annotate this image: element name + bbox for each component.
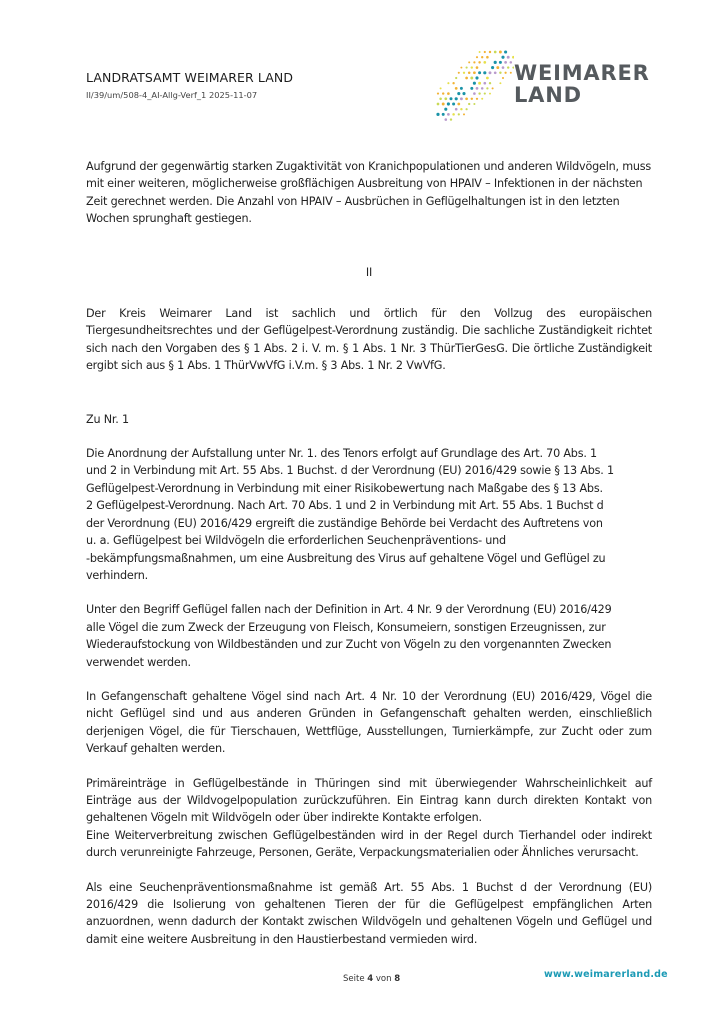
logo-dot [499,61,502,64]
logo-dot [463,72,465,74]
logo-dot [484,93,486,95]
paragraph-primary-entries: Primäreinträge in Geflügelbestände in Thüringen sind mit überwiegender Wahrscheinlichkeit auf Einträge aus der Wildvogelpopulation zurückzuführen. Ein Eintrag kann durch direkten Kontakt von gehaltenen Vögeln mit Wildvögeln oder über indirekte Kontakte erfolgen. [86,776,652,825]
logo-dot [468,103,470,105]
paragraph-jurisdiction: Der Kreis Weimarer Land ist sachlich und örtlich für den Vollzug des europäischen Tiergesundheitsrechtes und der Geflügelpest-Verordnung zuständig. Die sachliche Zuständigkeit richtet sich nach den Vorgaben des § 1 Abs. 2 i. V. m. § 1 Abs. 1 Nr. 3 ThürTierGesG. Die örtliche Zuständigkeit ergibt sich aus § 1 Abs. 1 ThürVwVfG i.V.m. § 3 Abs. 1 Nr. 2 VwVfG. [86,307,652,373]
logo-dot [476,66,479,69]
page-footer [0,966,724,1006]
logo-dot [475,76,478,79]
logo-dot [489,82,491,84]
logo-dot [447,82,449,84]
logo-dot [460,87,463,90]
logo-dot [442,92,444,94]
logo-dot [492,87,494,89]
logo-dot [481,56,483,58]
logo-dot [473,71,476,74]
logo-dot [455,97,458,100]
paragraph-isolation-measure: Als eine Seuchenpräventionsmaßnahme ist gemäß Art. 55 Abs. 1 Buchst d der Verordnung (EU) 2016/429 die Isolierung von gehaltenen Tieren der für die Geflügelpest empfänglichen Arten anzuordnen, wenn dadurch der Kontakt zwischen Wildvögeln und gehaltenen Vögeln und Geflügel und damit eine weitere Ausbreitung in den Haustierbestand vermieden wird. [86,880,652,946]
logo-dot [486,77,489,80]
logo-dot [486,56,489,59]
logo-dot [512,56,514,59]
text-line: Geflügelpest-Verordnung in Verbindung mit einer Risikobewertung nach Maßgabe des § 13 Abs. [86,481,603,495]
text-line: alle Vögel die zum Zweck der Erzeugung von Fleisch, Konsumeiern, sonstigen Erzeugnissen, zur [86,620,606,634]
subheading-zu-nr-1: Zu Nr. 1 [86,412,129,426]
logo-dot [437,93,439,95]
logo-dot [483,71,486,74]
logo-dot [455,108,458,111]
logo-dot [471,98,473,100]
logo-dot [439,98,442,101]
logo-dot [463,113,465,115]
text-line: Wiederaufstockung von Wildbeständen und zur Zucht von Vögeln zu den vorgenannten Zwecken [86,638,612,652]
logo-dot [494,51,497,54]
logo-dot [499,82,501,84]
logo-dot [470,87,473,90]
logo-dot [476,56,478,58]
logo-dot [462,92,465,95]
logo-dot [458,72,460,74]
logo-dot [468,72,471,75]
logo-dot [502,77,504,79]
paragraph-captive-birds: In Gefangenschaft gehaltene Vögel sind nach Art. 4 Nr. 10 der Verordnung (EU) 2016/429, Vögel die nicht Geflügel sind und aus anderen Gründen in Gefangenschaft gehalten werden, einschließlich derjenigen Vögel, die für Tierschauen, Wettflüge, Ausstellungen, Turnierkämpfe, zur Zucht oder zum Verkauf gehalten werden. [86,689,652,756]
logo-dot [473,61,475,63]
logo-dot [484,51,486,53]
logo-dot [473,92,476,95]
text-line: u. a. Geflügelpest bei Wildvögeln die erforderlichen Seuchenpräventions- und [86,534,506,548]
logo-text-line2: LAND [514,83,582,107]
paragraph-further-spread: Eine Weiterverbreitung zwischen Geflügelbeständen wird in der Regel durch Tierhandel oder indirekt durch verunreinigte Fahrzeuge, Personen, Geräte, Verpackungsmaterialien oder Ähnliches verursacht. [86,828,652,860]
logo-dot [502,66,505,69]
logo-dot [496,66,499,69]
text-line: der Verordnung (EU) 2016/429 ergreift die zuständige Behörde bei Verdacht des Auftretens von [86,516,603,530]
paragraph-intro: Aufgrund der gegenwärtig starken Zugaktivität von Kranichpopulationen und anderen Wildvögeln, muss mit einer weiteren, möglicherweise großflächigen Ausbreitung von HPAIV – Infektionen in der nächsten Zeit gerechnet werden. Die Anzahl von HPAIV – Ausbrüchen in Geflügelhaltungen ist in den letzten Wochen sprunghaft gestiegen. [86,160,652,226]
logo-dot [473,82,476,85]
logo-dot [465,77,468,80]
logo-dot [489,51,491,53]
section-heading: II [365,265,373,279]
logo-dot [437,103,440,106]
header-reference: II/39/um/508-4_AI-Allg-Verf_1 2025-11-07 [86,90,258,100]
logo-dot [445,118,448,121]
logo-dot [473,103,475,105]
logo-dot [457,92,460,95]
logo-dot [504,50,507,53]
paragraph-poultry-definition [86,601,652,671]
logo-dot [494,61,497,64]
logo-dot [455,77,457,79]
logo-dot [486,87,488,89]
logo-dot [466,67,468,69]
logo-dot [483,61,486,64]
logo-dot [460,97,463,100]
page-total: 8 [394,974,401,985]
logo-dot [442,103,445,106]
text-line: verhindern. [86,568,149,582]
logo-dot [478,71,481,74]
logo-dot [489,71,492,74]
logo-dot [481,87,484,90]
logo-dot-pattern-icon [434,48,514,126]
logo-dot [476,87,479,90]
logo-dot [471,66,473,68]
paragraph-legal-basis [86,445,652,584]
logo-dot [440,87,442,89]
logo-dot [452,113,455,116]
weimarer-land-logo [434,48,664,126]
logo-dot [510,72,512,74]
logo-dot [444,97,447,100]
logo-dot [501,56,504,59]
logo-dot [489,93,491,95]
logo-dot [504,61,507,64]
logo-dot [479,51,481,53]
logo-dot [460,67,462,69]
logo-dot [510,61,513,64]
website-link[interactable]: www.weimarerland.de [544,969,668,981]
logo-dot [452,102,455,105]
logo-dot [478,82,481,85]
logo-dot [507,56,510,59]
page-prefix: Seite [343,974,365,985]
text-line: Unter den Begriff Geflügel fallen nach der Definition in Art. 4 Nr. 9 der Verordnung (EU) 2016/429 [86,603,612,617]
page-number [343,974,400,985]
logo-dot [499,51,502,54]
logo-dot [491,66,494,69]
logo-dot [465,97,468,100]
logo-dot [476,98,478,100]
text-line: -bekämpfungsmaßnahmen, um eine Ausbreitung des Virus auf gehaltene Vögel und Geflügel zu [86,551,606,565]
logo-dot [466,108,468,110]
logo-dot [481,98,483,100]
logo-dot [478,61,480,63]
logo-dot [457,103,460,106]
logo-dot [499,72,501,74]
logo-dot [507,66,509,68]
text-line: 2 Geflügelpest-Verordnung. Nach Art. 70 Abs. 1 und 2 in Verbindung mit Art. 55 Abs. 1 Buchst d [86,499,604,513]
page-header [0,0,724,150]
page-separator: von [375,974,392,985]
logo-dot [460,108,462,110]
logo-dot [470,77,473,80]
body-content [86,158,652,948]
logo-dot [444,108,447,111]
logo-dot [447,113,450,116]
logo-dot [494,71,497,74]
page-current: 4 [367,974,374,985]
logo-dot [455,87,458,90]
text-line: Die Anordnung der Aufstallung unter Nr. 1. des Tenors erfolgt auf Grundlage des Art. 70 Abs. 1 [86,447,597,461]
text-line: verwendet werden. [86,655,191,669]
logo-dot [468,61,470,63]
logo-wordmark [514,62,650,106]
logo-dot [478,92,480,94]
logo-dot [447,102,450,105]
logo-text-line1: WEIMARER [514,61,650,85]
logo-dot [447,92,450,95]
logo-dot [436,113,439,116]
logo-dot [504,72,506,74]
logo-dot [458,113,460,115]
logo-dot [452,82,454,84]
logo-dot [483,82,486,85]
logo-dot [450,97,453,100]
text-line: und 2 in Verbindung mit Art. 55 Abs. 1 Buchst. d der Verordnung (EU) 2016/429 sowie § 13 Abs. 1 [86,464,614,478]
header-organization: LANDRATSAMT WEIMARER LAND [86,70,294,85]
logo-dot [450,118,452,120]
logo-dot [442,113,445,116]
